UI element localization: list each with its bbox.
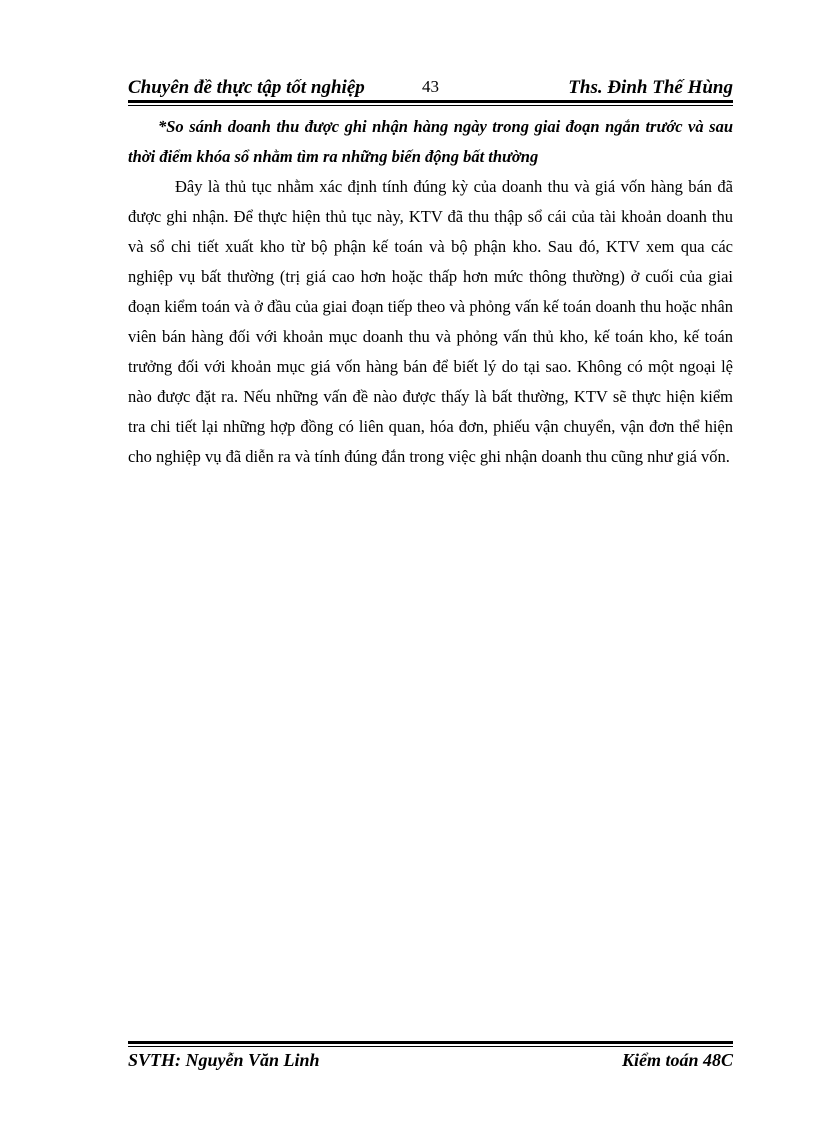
footer-student: SVTH: Nguyễn Văn Linh	[128, 1050, 320, 1070]
header-rule-thick	[128, 100, 733, 103]
footer-rule-thin	[128, 1046, 733, 1047]
header-rule-thin	[128, 105, 733, 106]
header-author: Ths. Đinh Thế Hùng	[568, 77, 733, 98]
header-title: Chuyên đề thực tập tốt nghiệp	[128, 77, 365, 98]
body-paragraph: Đây là thủ tục nhằm xác định tính đúng kỳ của doanh thu và giá vốn hàng bán đã được ghi nhận. Để thực hiện thủ tục này, KTV đã thu thập sổ cái của tài khoản doanh thu và sổ chi tiết xuất kho từ bộ phận kế toán và bộ phận kho. Sau đó, KTV xem qua các nghiệp vụ bất thường (trị giá cao hơn hoặc thấp hơn mức thông thường) ở cuối của giai đoạn kiểm toán và ở đầu của giai đoạn tiếp theo và phỏng vấn kế toán doanh thu hoặc nhân viên bán hàng đối với khoản mục doanh thu và phỏng vấn thủ kho, kế toán kho, kế toán trưởng đối với khoản mục giá vốn hàng bán để biết lý do tại sao. Không có một ngoại lệ nào được đặt ra. Nếu những vấn đề nào được thấy là bất thường, KTV sẽ thực hiện kiểm tra chi tiết lại những hợp đồng có liên quan, hóa đơn, phiếu vận chuyển, vận đơn thể hiện cho nghiệp vụ đã diễn ra và tính đúng đắn trong việc ghi nhận doanh thu cũng như giá vốn.	[128, 177, 733, 466]
page-body	[128, 112, 733, 472]
footer-class: Kiểm toán 48C	[621, 1050, 733, 1070]
section-heading: *So sánh doanh thu được ghi nhận hàng ngày trong giai đoạn ngắn trước và sau thời điểm khóa sổ nhằm tìm ra những biến động bất thường	[128, 117, 733, 166]
page-header	[128, 76, 733, 100]
page-footer	[128, 1048, 733, 1072]
footer-rule-thick	[128, 1041, 733, 1044]
page-number: 43	[422, 77, 439, 96]
